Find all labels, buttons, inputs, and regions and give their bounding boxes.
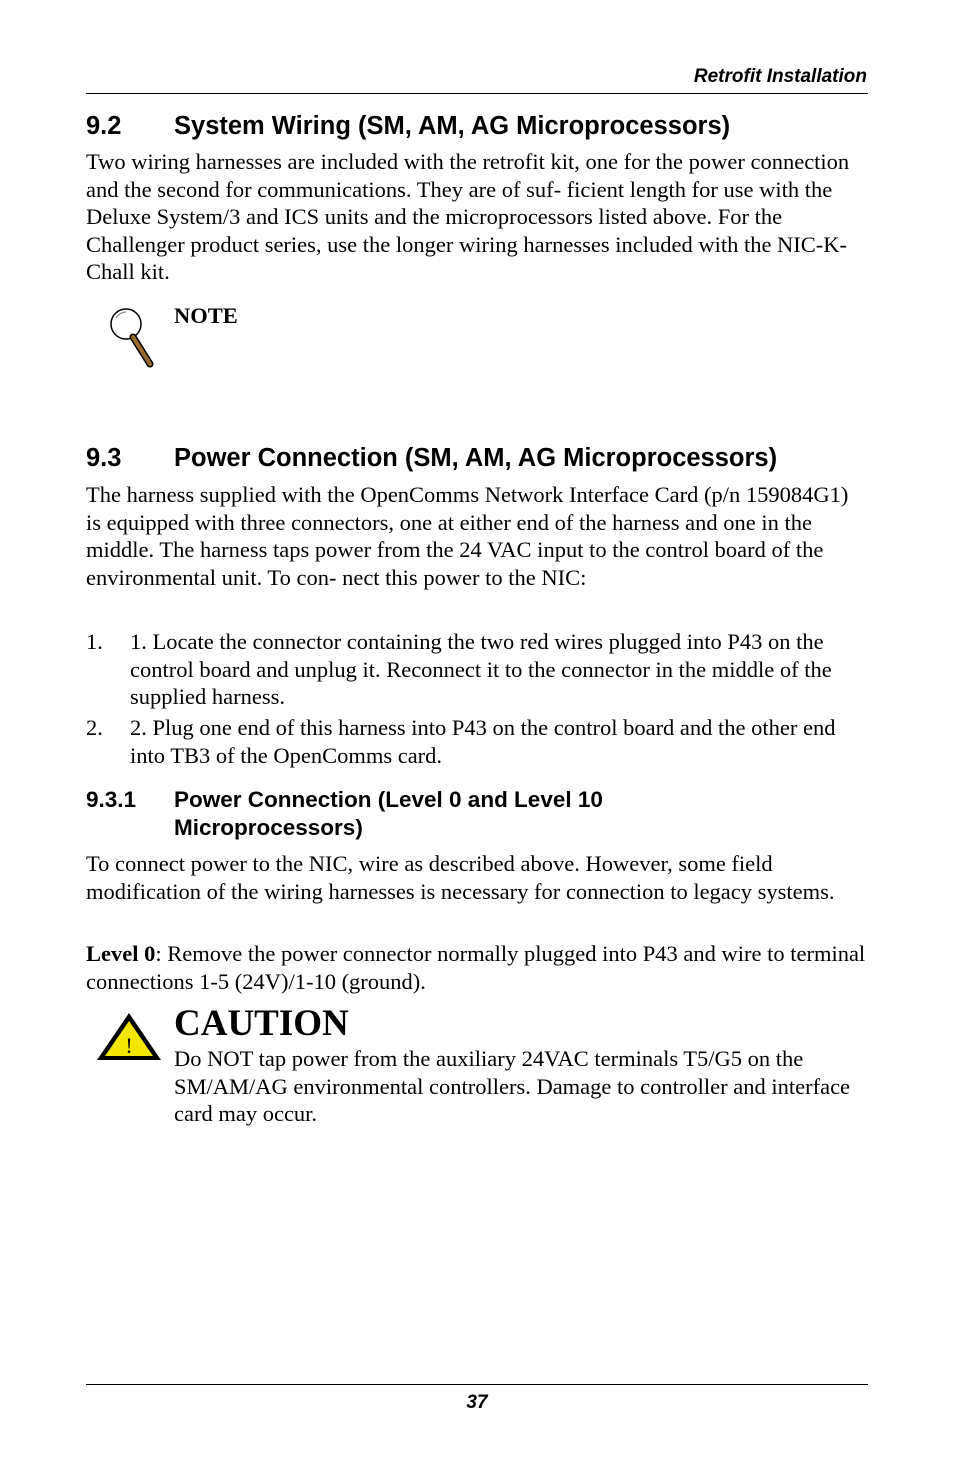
section-number: 9.3.1	[86, 787, 137, 812]
section-heading-9-3-1	[86, 786, 734, 842]
level0-text: : Remove the power connector normally plugged into P43 and wire to terminal connections 1-5 (24V)/1-10 (ground).	[86, 941, 866, 994]
section-number: 9.2	[86, 112, 122, 140]
list-text: 1. Locate the connector containing the two red wires plugged into P43 on the control board and unplug it. Reconnect it to the connector in the middle of the supplied harness.	[130, 629, 832, 709]
level0-paragraph	[86, 940, 868, 995]
list-marker: 1.	[86, 629, 103, 654]
section-9-3-body: The harness supplied with the OpenComms Network Interface Card (p/n 159084G1) is equipped with three connectors, one at either end of the harness and one in the middle. The harness taps power from the 24 VAC input to the control board of the environmental unit. To con- nect this power to the NIC:	[86, 482, 849, 590]
caution-title: CAUTION	[174, 1003, 349, 1044]
list-item	[86, 714, 868, 769]
page-number: 37	[466, 1392, 488, 1413]
list-text: 2. Plug one end of this harness into P43 on the control board and the other end into TB3 of the OpenComms card.	[130, 715, 836, 768]
section-9-3-1-body: To connect power to the NIC, wire as described above. However, some field modification of the wiring harnesses is necessary for connection to legacy systems.	[86, 851, 835, 904]
header-rule	[86, 93, 868, 94]
caution-text: Do NOT tap power from the auxiliary 24VAC terminals T5/G5 on the SM/AM/AG environmental controllers. Damage to controller and interface card may occur.	[174, 1046, 851, 1126]
section-heading-9-3	[86, 443, 777, 473]
list-marker: 2.	[86, 715, 103, 740]
warning-symbol: !	[125, 1033, 133, 1058]
level0-label: Level 0	[86, 941, 156, 966]
section-9-2-body: Two wiring harnesses are included with the retrofit kit, one for the power connection and the second for communications. They are of suf- ficient length for use with the Deluxe System/3 and ICS units and the microprocessors listed above. For the Challenger product series, use the longer wiring harnesses included with the NIC-K-Chall kit.	[86, 149, 850, 284]
note-label: NOTE	[174, 303, 238, 328]
magnifier-icon	[102, 302, 158, 377]
section-number: 9.3	[86, 444, 122, 472]
footer-rule	[86, 1384, 868, 1385]
section-title: System Wiring (SM, AM, AG Microprocessors)	[174, 112, 731, 140]
section-title: Power Connection (Level 0 and Level 10 Microprocessors)	[174, 787, 603, 840]
section-heading-9-2	[86, 111, 730, 141]
warning-triangle-icon	[94, 1010, 164, 1069]
running-header: Retrofit Installation	[693, 66, 867, 87]
list-item	[86, 628, 868, 711]
section-title: Power Connection (SM, AM, AG Microprocessors)	[174, 444, 778, 472]
